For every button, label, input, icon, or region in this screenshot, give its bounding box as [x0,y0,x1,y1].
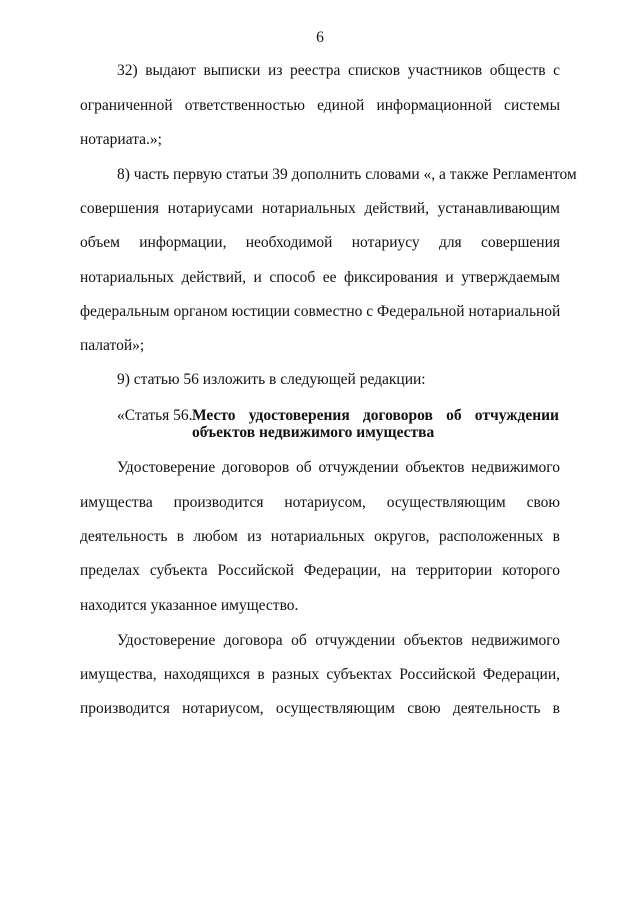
article-label: «Статья 56. [117,407,193,424]
paragraph-line: 32) выдают выписки из реестра списков участников обществ с [117,62,560,79]
paragraph-line: Удостоверение договоров об отчуждении объектов недвижимого [117,459,560,476]
page-number: 6 [316,29,324,46]
paragraph-line: федеральным органом юстиции совместно с Федеральной нотариальной [80,303,561,320]
paragraph-line: деятельность в любом из нотариальных округов, расположенных в [80,528,560,545]
paragraph-line: палатой»; [80,337,145,354]
paragraph-line: нотариата.»; [80,131,162,148]
paragraph-line: нотариальных действий, и способ ее фиксирования и утверждаемым [80,269,560,286]
article-title: Место удостоверения договоров об отчуждении [192,407,559,424]
paragraph-line: имущества производится нотариусом, осуществляющим свою [80,494,560,511]
article-title: объектов недвижимого имущества [192,424,435,441]
paragraph-line: 8) часть первую статьи 39 дополнить словами «, а также Регламентом [117,166,577,183]
paragraph-line: пределах субъекта Российской Федерации, на территории которого [80,562,560,579]
paragraph-line: Удостоверение договора об отчуждении объектов недвижимого [117,632,560,649]
paragraph-line: совершения нотариусами нотариальных действий, устанавливающим [80,200,560,217]
paragraph-line: производится нотариусом, осуществляющим свою деятельность в [80,700,560,717]
paragraph-line: имущества, находящихся в разных субъектах Российской Федерации, [80,666,560,683]
paragraph-line: находится указанное имущество. [80,597,299,614]
paragraph-line: объем информации, необходимой нотариусу для совершения [80,234,560,251]
paragraph-line: ограниченной ответственностью единой информационной системы [80,97,560,114]
paragraph-line: 9) статью 56 изложить в следующей редакции: [117,371,426,388]
